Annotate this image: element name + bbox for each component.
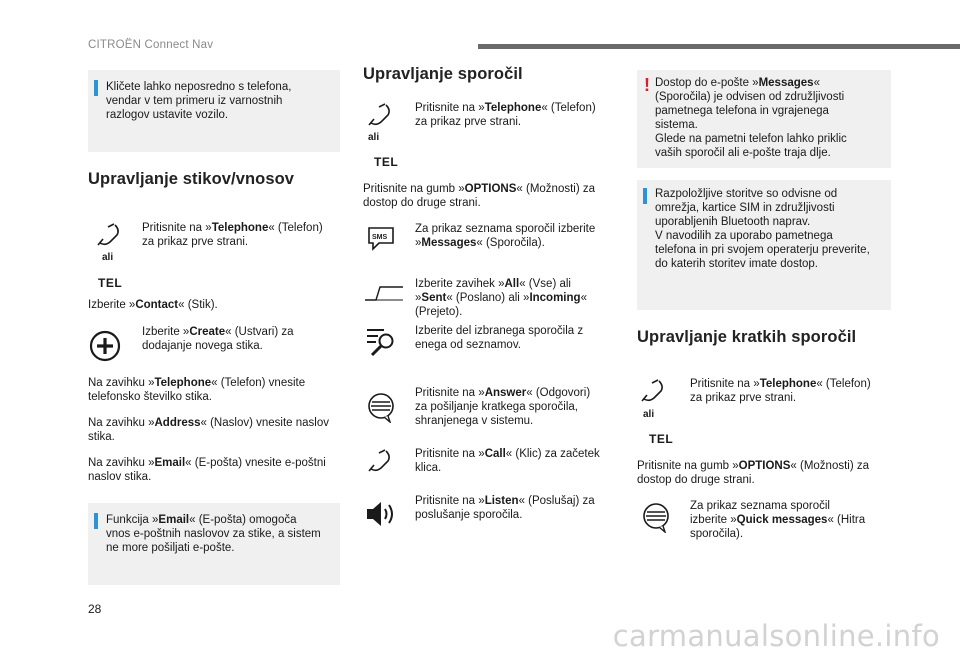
press-telephone-text: Pritisnite na »Telephone« (Telefon) za prikaz prve strani. [415, 102, 596, 128]
phone-icon [367, 102, 393, 128]
ali-label: ali [102, 252, 114, 263]
warning-box: ! Dostop do e-pošte »Messages« (Sporočila) je odvisen od združljivosti pametnega telefona in vgrajenega sistema. Glede na pametni telefon lahko priklic vaših sporočil ali e-pošte traja dlje. [637, 70, 891, 168]
sms-list-text: Za prikaz seznama sporočil izberite »Messages« (Sporočila). [415, 223, 596, 249]
section-heading-short-messages: Upravljanje kratkih sporočil [637, 328, 857, 346]
warning-icon: ! [644, 75, 650, 95]
tab-folder-icon [364, 284, 404, 302]
section-heading-messages: Upravljanje sporočil [363, 65, 523, 83]
press-telephone-text: Pritisnite na »Telephone« (Telefon) za prikaz prve strani. [690, 378, 871, 404]
tel-label: TEL [374, 155, 399, 169]
select-contact-text: Izberite »Contact« (Stik). [88, 299, 218, 311]
answer-message-icon [366, 393, 396, 423]
tip-line: Kličete lahko neposredno s telefona, [106, 81, 292, 93]
info-bar-icon [643, 188, 647, 204]
info-bar-icon [94, 80, 98, 96]
call-text: Pritisnite na »Call« (Klic) za začetek klica. [415, 448, 600, 474]
tip-box-bottom: Funkcija »Email« (E-pošta) omogoča vnos e-poštnih naslovov za stike, a sistem ne more pošiljati e-pošte. [88, 503, 340, 585]
tabs-text: Izberite zavihek »All« (Vse) ali »Sent« (Poslano) ali »Incoming« (Prejeto). [415, 278, 587, 318]
listen-text: Pritisnite na »Listen« (Poslušaj) za poslušanje sporočila. [415, 495, 595, 521]
info-box: Razpoložljive storitve so odvisne od omrežja, kartice SIM in združljivosti uporabljenih Bluetooth naprav. V navodilih za uporabo pametnega telefona in pri svojem operaterju preverite, do katerih storitev imate dostop. [637, 180, 891, 310]
create-contact-text: Izberite »Create« (Ustvari) za dodajanje novega stika. [142, 326, 294, 352]
tab-email-text: Na zavihku »Email« (E-pošta) vnesite e-poštni naslov stika. [88, 457, 326, 483]
tel-label: TEL [649, 432, 674, 446]
call-icon [367, 448, 393, 474]
pick-message-text: Izberite del izbranega sporočila z enega od seznamov. [415, 325, 584, 351]
section-heading-contacts: Upravljanje stikov/vnosov [88, 170, 295, 188]
header-bar [478, 44, 960, 49]
phone-icon [640, 378, 666, 404]
options-text: Pritisnite na gumb »OPTIONS« (Možnosti) za dostop do druge strani. [363, 183, 596, 209]
options-text: Pritisnite na gumb »OPTIONS« (Možnosti) za dostop do druge strani. [637, 460, 870, 486]
page-number: 28 [88, 602, 102, 616]
tab-telephone-text: Na zavihku »Telephone« (Telefon) vnesite telefonsko številko stika. [88, 377, 306, 403]
watermark: carmanualsonline.info [612, 619, 940, 649]
press-telephone-text: Pritisnite na »Telephone« (Telefon) za prikaz prve strani. [142, 222, 323, 248]
ali-label: ali [368, 132, 380, 143]
plus-circle-icon [89, 330, 121, 362]
sms-icon [366, 226, 396, 252]
tip-line: vendar v tem primeru iz varnostnih [106, 95, 283, 107]
quick-messages-icon [641, 503, 671, 533]
answer-text: Pritisnite na »Answer« (Odgovori) za pošiljanje kratkega sporočila, shranjenega v sistemu. [415, 387, 591, 427]
svg-text:SMS: SMS [372, 234, 388, 241]
tel-label: TEL [98, 276, 123, 290]
speaker-icon [366, 501, 398, 527]
ali-label: ali [643, 409, 655, 420]
tab-address-text: Na zavihku »Address« (Naslov) vnesite naslov stika. [88, 417, 329, 443]
quick-messages-text: Za prikaz seznama sporočil izberite »Quick messages« (Hitra sporočila). [690, 500, 866, 540]
tip-line: razlogov ustavite vozilo. [106, 109, 229, 121]
page-header-title: CITROËN Connect Nav [88, 39, 214, 51]
phone-icon [96, 222, 122, 248]
info-bar-icon [94, 513, 98, 529]
list-search-icon [366, 326, 398, 358]
tip-box-top [88, 70, 340, 152]
